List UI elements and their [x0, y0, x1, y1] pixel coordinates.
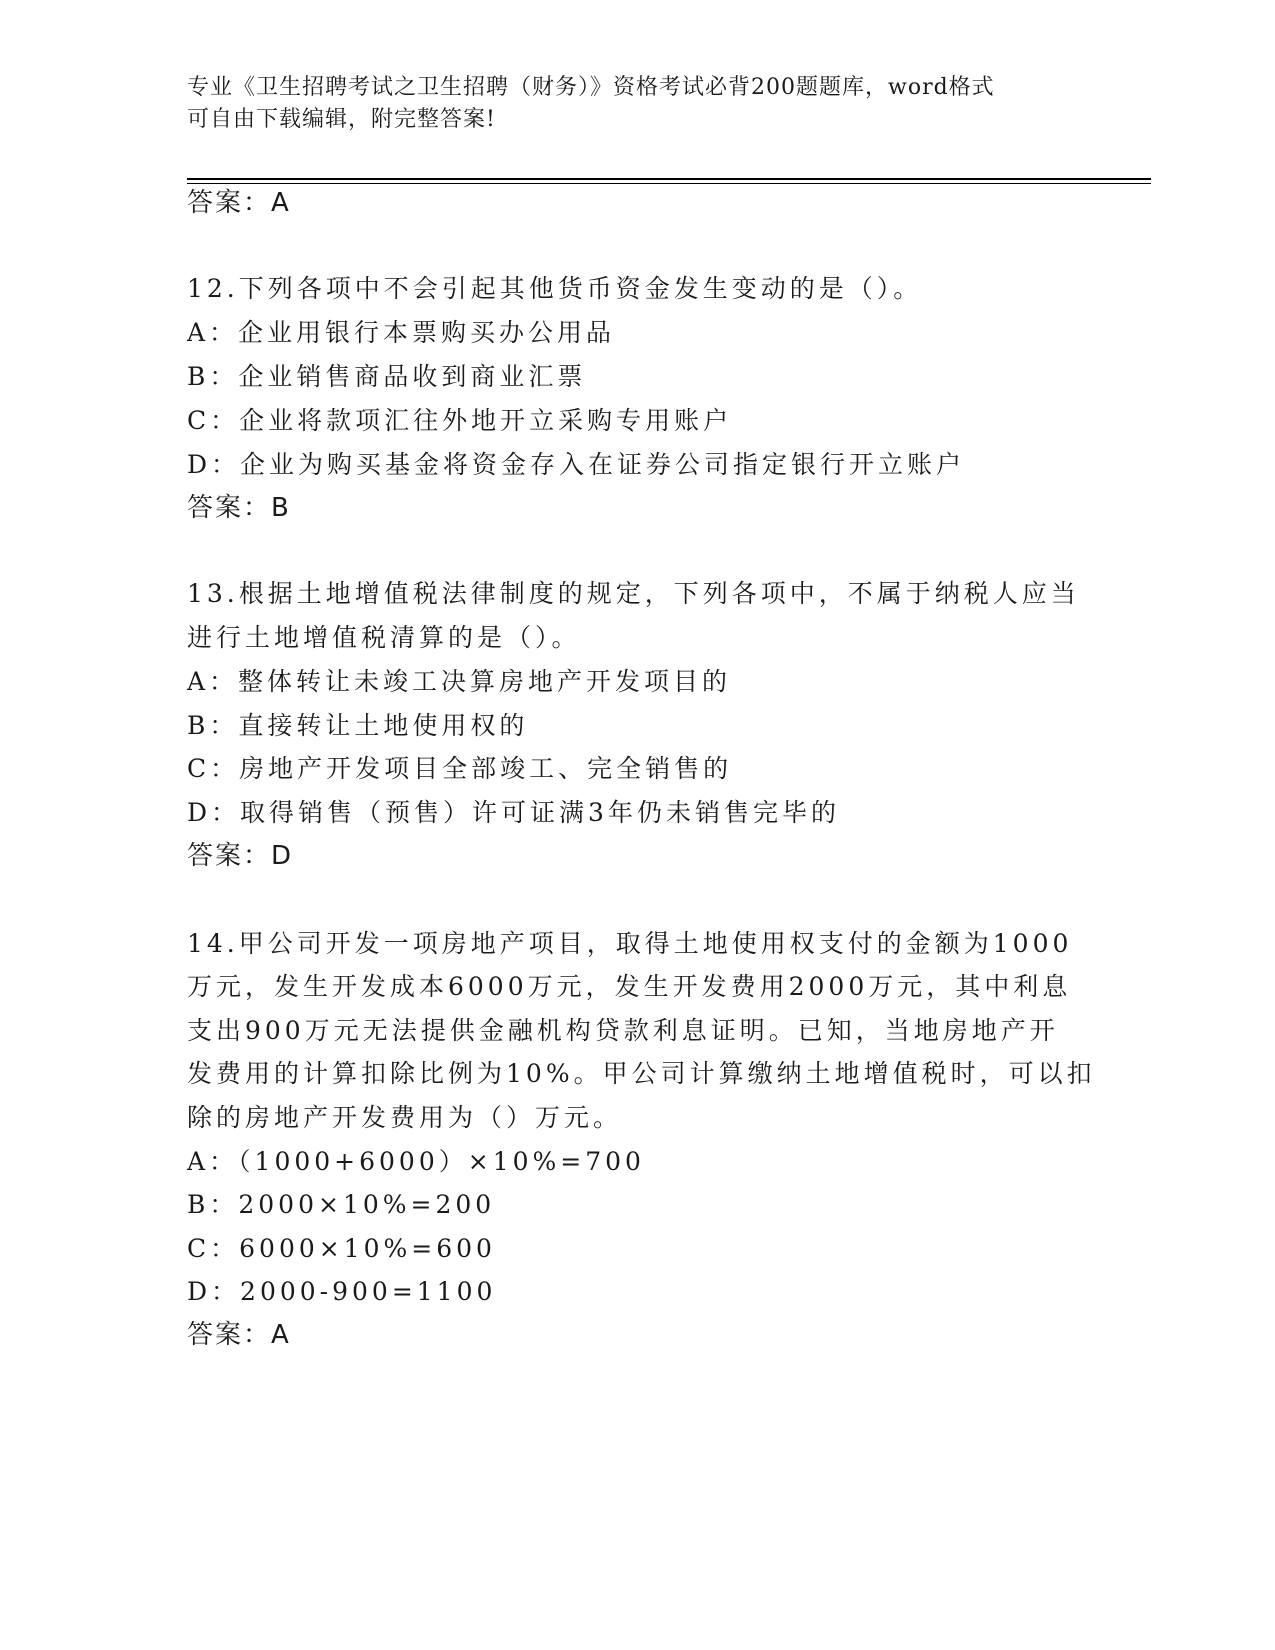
q14-question-line-5: 除的房地产开发费用为（）万元。	[187, 1103, 623, 1132]
q13-question-line-2: 进行土地增值税清算的是（）。	[187, 623, 581, 652]
header-divider-thin	[187, 183, 1151, 184]
q12-option-b: B：企业销售商品收到商业汇票	[187, 362, 587, 391]
q14-question-line-3: 支出900万元无法提供金融机构贷款利息证明。已知，当地房地产开	[187, 1016, 1059, 1045]
q13-option-a: A：整体转让未竣工决算房地产开发项目的	[187, 667, 732, 696]
q14-question-line-1: 14.甲公司开发一项房地产项目，取得土地使用权支付的金额为1000	[187, 929, 1073, 958]
q13-option-c: C：房地产开发项目全部竣工、完全销售的	[187, 754, 733, 783]
header-title-line-1: 专业《卫生招聘考试之卫生招聘（财务）》资格考试必背200题题库，word格式	[187, 75, 995, 100]
q13-answer: 答案：D	[187, 841, 294, 871]
q14-question-line-4: 发费用的计算扣除比例为10%。甲公司计算缴纳土地增值税时，可以扣	[187, 1059, 1096, 1088]
document-header	[187, 72, 1087, 136]
q12-option-c: C：企业将款项汇往外地开立采购专用账户	[187, 406, 733, 435]
q13-option-b: B：直接转让土地使用权的	[187, 711, 529, 740]
q13-option-d: D：取得销售（预售）许可证满3年仍未销售完毕的	[187, 798, 840, 827]
q14-option-a: A：（1000+6000）×10%=700	[187, 1147, 645, 1176]
q12-option-d: D：企业为购买基金将资金存入在证券公司指定银行开立账户	[187, 450, 966, 479]
q14-option-b: B：2000×10%=200	[187, 1190, 496, 1219]
q14-option-d: D：2000-900=1100	[187, 1277, 497, 1306]
q12-option-a: A：企业用银行本票购买办公用品	[187, 318, 616, 347]
q14-question-line-2: 万元，发生开发成本6000万元，发生开发费用2000万元，其中利息	[187, 972, 1072, 1001]
header-title-line-2: 可自由下载编辑，附完整答案!	[187, 107, 496, 132]
q12-question: 12.下列各项中不会引起其他货币资金发生变动的是（）。	[187, 274, 923, 303]
q14-answer: 答案：A	[187, 1320, 291, 1350]
q13-question-line-1: 13.根据土地增值税法律制度的规定，下列各项中，不属于纳税人应当	[187, 579, 1080, 608]
q12-answer: 答案：B	[187, 493, 291, 523]
q14-option-c: C：6000×10%=600	[187, 1234, 496, 1263]
header-divider-thick	[187, 178, 1151, 180]
previous-answer: 答案：A	[187, 188, 291, 218]
